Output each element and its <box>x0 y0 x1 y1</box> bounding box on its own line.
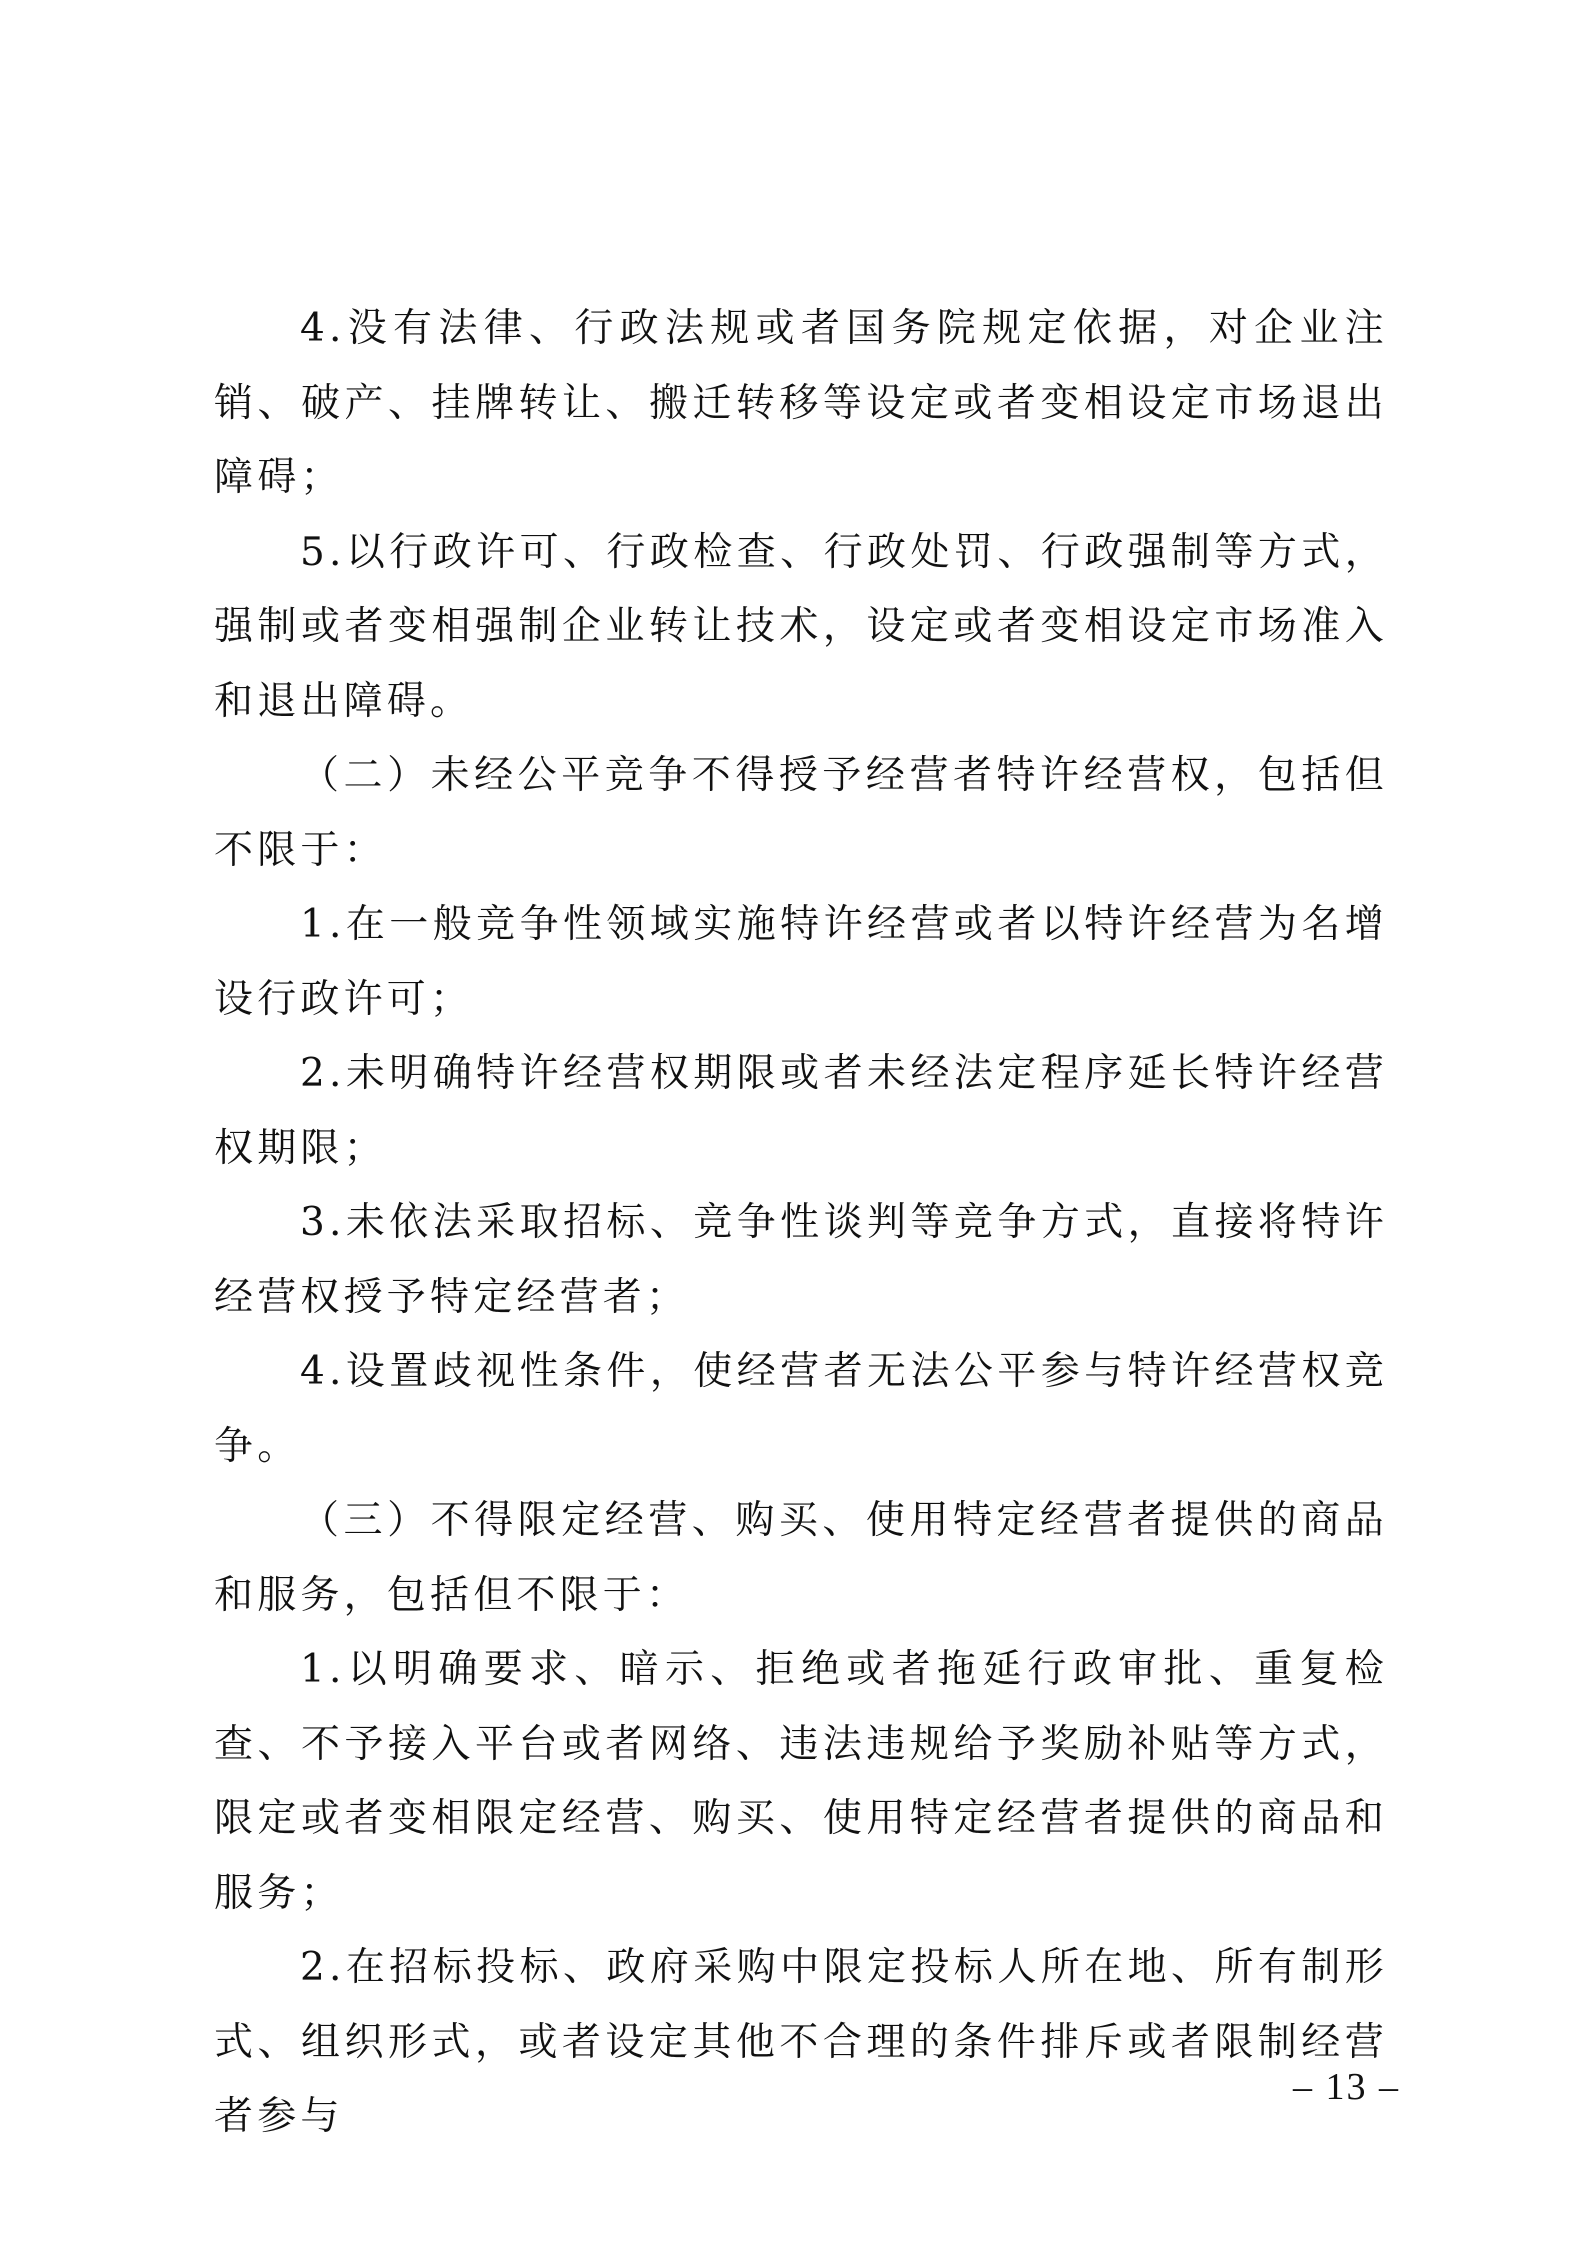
section-heading: （三）不得限定经营、购买、使用特定经营者提供的商品和服务，包括但不限于： <box>214 1498 1388 1618</box>
paragraph: 4.设置歧视性条件，使经营者无法公平参与特许经营权竞争。 <box>214 1349 1388 1469</box>
paragraph: 4.没有法律、行政法规或者国务院规定依据，对企业注销、破产、挂牌转让、搬迁转移等设定或者变相设定市场退出障碍； <box>214 306 1388 500</box>
paragraph: 2.在招标投标、政府采购中限定投标人所在地、所有制形式、组织形式，或者设定其他不合理的条件排斥或者限制经营者参与 <box>214 1945 1388 2139</box>
paragraph: 1.以明确要求、暗示、拒绝或者拖延行政审批、重复检查、不予接入平台或者网络、违法违规给予奖励补贴等方式，限定或者变相限定经营、购买、使用特定经营者提供的商品和服务； <box>214 1647 1388 1916</box>
page-number: – 13 – <box>1293 2066 1400 2108</box>
paragraph: 1.在一般竞争性领域实施特许经营或者以特许经营为名增设行政许可； <box>214 902 1388 1022</box>
paragraph: 3.未依法采取招标、竞争性谈判等竞争方式，直接将特许经营权授予特定经营者； <box>214 1200 1388 1320</box>
paragraph: 5.以行政许可、行政检查、行政处罚、行政强制等方式，强制或者变相强制企业转让技术，设定或者变相设定市场准入和退出障碍。 <box>214 529 1388 724</box>
paragraph: 2.未明确特许经营权期限或者未经法定程序延长特许经营权期限； <box>214 1051 1388 1171</box>
section-heading: （二）未经公平竞争不得授予经营者特许经营权，包括但不限于： <box>214 753 1388 873</box>
document-body <box>214 292 1388 2155</box>
